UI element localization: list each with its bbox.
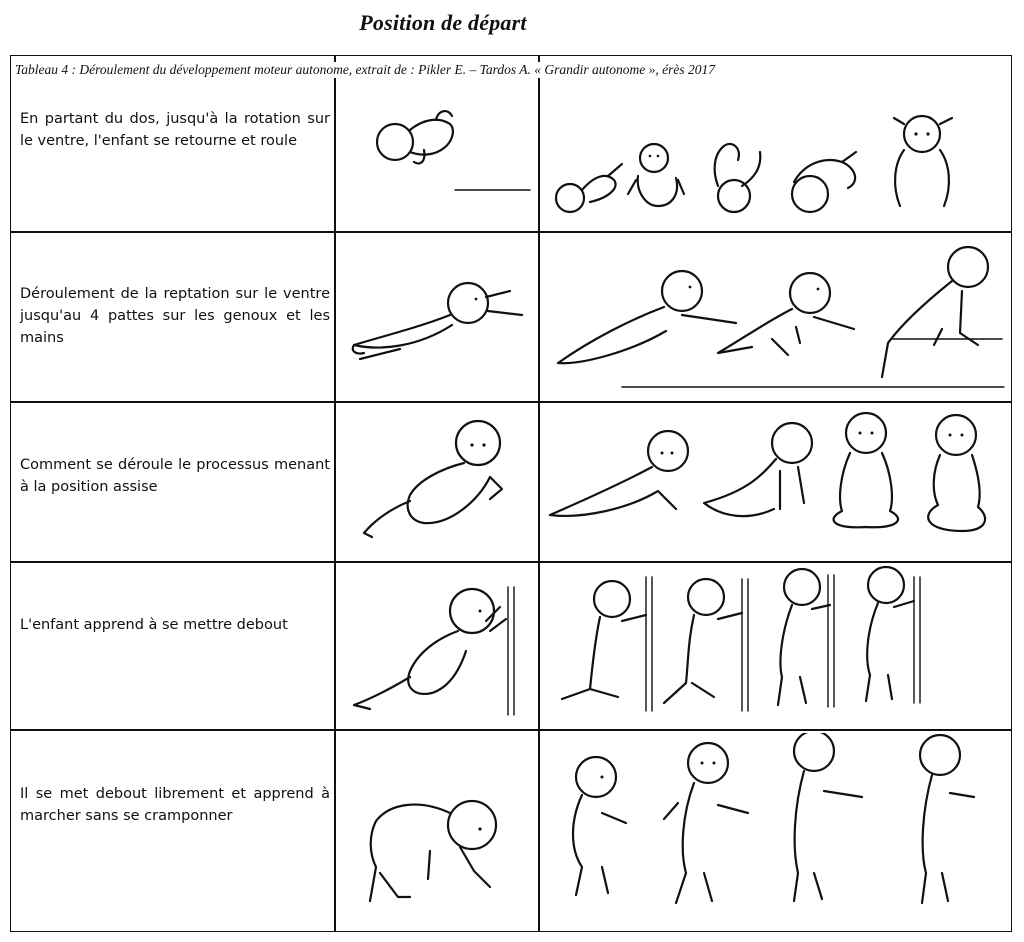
row-description-crawling: Déroulement de la reptation sur le ventre jusqu'au 4 pattes sur les genoux et les mains [20, 286, 330, 346]
row-description-walking: Il se met debout librement et apprend à marcher sans se cramponner [20, 786, 330, 824]
illustration-start-sitting [340, 405, 534, 558]
illustration-sequence-rolling [542, 90, 1008, 228]
page-title: Position de départ [359, 10, 527, 35]
illustration-sequence-crawling [542, 235, 1008, 399]
illustration-start-rolling [340, 90, 534, 228]
illustration-sequence-sitting [542, 405, 1008, 558]
row-divider-4 [10, 729, 1012, 731]
row-divider-1 [10, 231, 1012, 233]
row-description-standing-up: L'enfant apprend à se mettre debout [20, 617, 288, 633]
illustration-start-crawling [340, 235, 534, 399]
row-divider-3 [10, 561, 1012, 563]
illustration-start-walking [340, 733, 534, 929]
illustration-sequence-standing-up [542, 565, 1008, 726]
column-divider-1 [334, 55, 336, 932]
column-divider-2 [538, 55, 540, 932]
table-caption: Tableau 4 : Déroulement du développement moteur autonome, extrait de : Pikler E. – Tardos A. « Grandir autonome », érès 2017 [15, 62, 1005, 78]
row-divider-2 [10, 401, 1012, 403]
row-description-sitting: Comment se déroule le processus menant à la position assise [20, 457, 330, 495]
illustration-start-standing-up [340, 565, 534, 726]
row-description-rolling: En partant du dos, jusqu'à la rotation sur le ventre, l'enfant se retourne et roule [20, 111, 330, 149]
illustration-sequence-walking [542, 733, 1008, 929]
